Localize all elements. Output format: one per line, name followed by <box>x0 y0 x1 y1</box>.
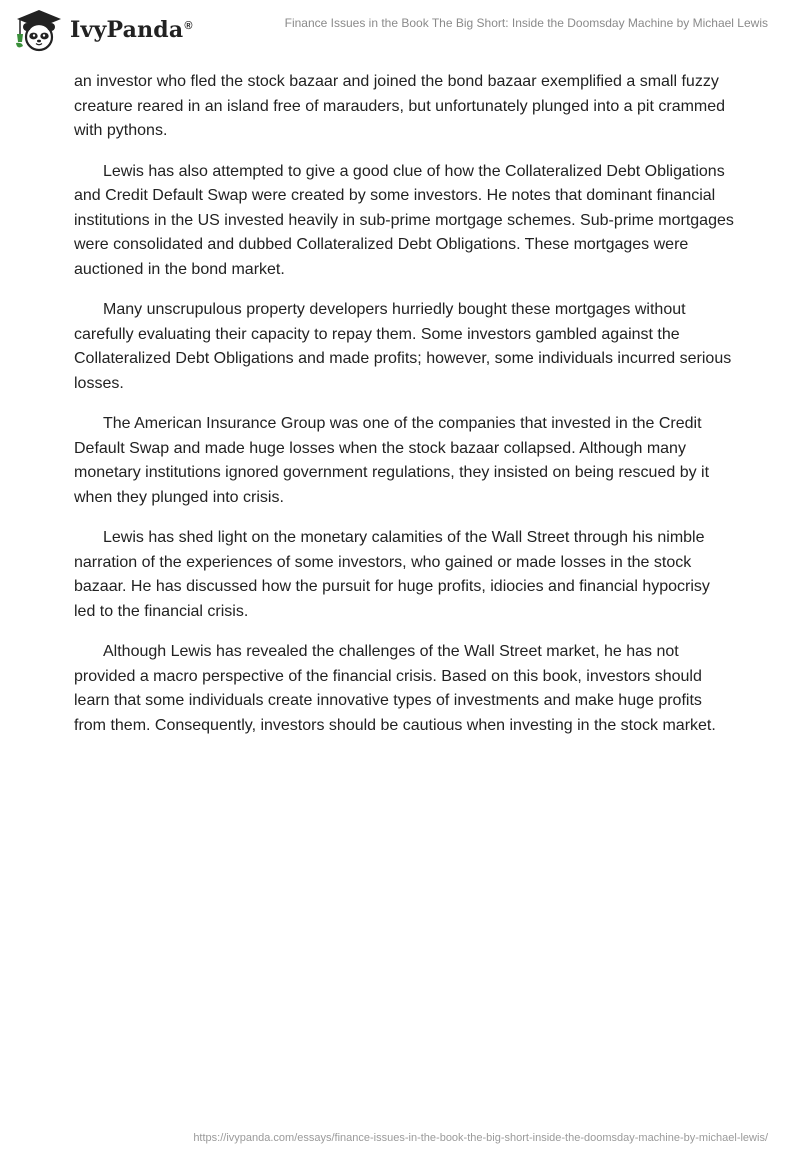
paragraph: Many unscrupulous property developers hurriedly bought these mortgages without carefully evaluating their capacity to repay them. Some investors gambled against the Collateralized Debt Obligations and made profits; however, some individuals incurred serious losses. <box>74 301 732 392</box>
brand-name: IvyPanda <box>70 17 184 43</box>
paragraph: The American Insurance Group was one of the companies that invested in the Credit Default Swap and made huge losses when the stock bazaar collapsed. Although many monetary institutions ignored government regulations, they insisted on being rescued by it when they plunged into crisis. <box>74 415 710 506</box>
essay-body <box>74 70 734 754</box>
logo-wordmark <box>70 17 193 43</box>
paragraph: Although Lewis has revealed the challenges of the Wall Street market, he has not provided a macro perspective of the financial crisis. Based on this book, investors should learn that some individuals create innovative types of investments and make huge profits from them. Consequently, investors should be cautious when investing in the stock market. <box>74 643 716 734</box>
panda-graduation-cap-icon <box>14 8 64 52</box>
paragraph: Lewis has also attempted to give a good clue of how the Collateralized Debt Obligations and Credit Default Swap were created by some investors. He notes that dominant financial institutions in the US invested heavily in sub-prime mortgage schemes. Sub-prime mortgages were consolidated and dubbed Collateralized Debt Obligations. These mortgages were auctioned in the bond market. <box>74 162 734 278</box>
paragraph: Lewis has shed light on the monetary calamities of the Wall Street through his nimble narration of the experiences of some investors, who gained or made losses in the stock bazaar. He has discussed how the pursuit for huge profits, idiocies and financial hypocrisy led to the financial crisis. <box>74 529 710 620</box>
registered-mark: ® <box>184 19 193 32</box>
page-header <box>0 0 800 60</box>
paragraph-continuation: an investor who fled the stock bazaar and joined the bond bazaar exemplified a small fuzzy creature reared in an island free of marauders, but unfortunately plunged into a pit crammed with pythons. <box>74 73 726 139</box>
ivypanda-logo[interactable] <box>14 8 193 52</box>
document-title: Finance Issues in the Book The Big Short: Inside the Doomsday Machine by Michael Lewis <box>284 16 768 30</box>
source-url-link[interactable]: https://ivypanda.com/essays/finance-issues-in-the-book-the-big-short-inside-the-doomsday-machine-by-michael-lewis/ <box>193 1132 768 1144</box>
